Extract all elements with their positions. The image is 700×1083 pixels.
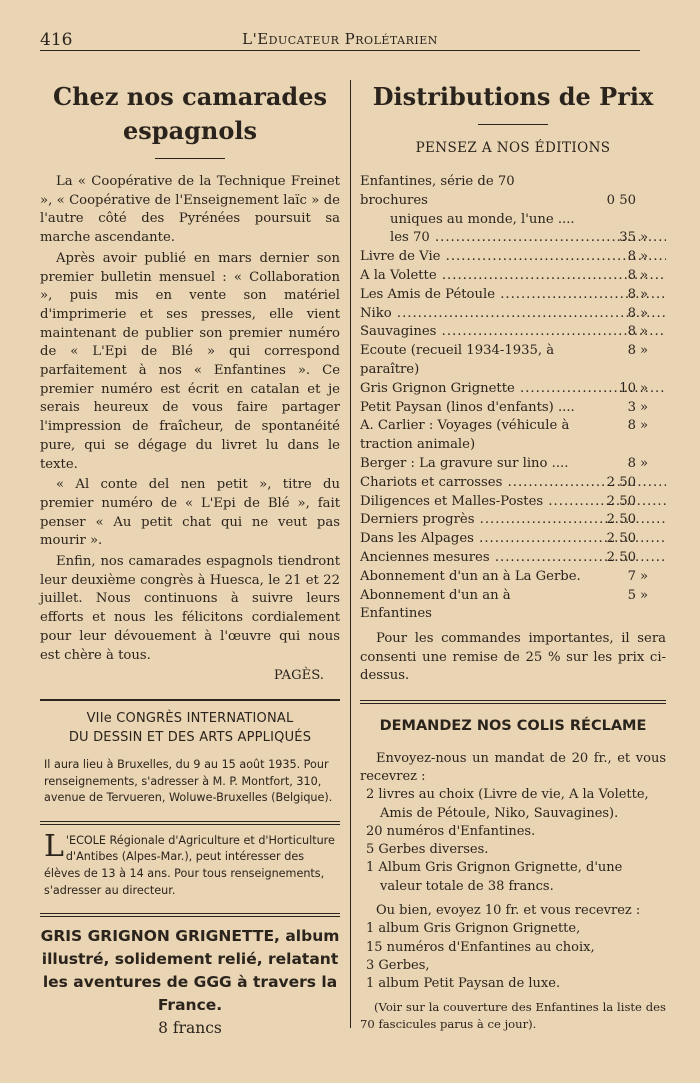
price-label: Diligences et Malles-Postes .....: [360, 493, 666, 512]
colis-item: 2 livres au choix (Livre de vie, A la Volette, Amis de Pétoule, Niko, Sauvagines).: [366, 787, 649, 821]
price-row: [360, 267, 666, 286]
price-francs: 10: [619, 380, 636, 396]
colis-item: 20 numéros d'Enfantines.: [366, 823, 536, 839]
price-row: [360, 511, 666, 530]
price-label: Gris Grignon Grignette .....: [360, 380, 666, 399]
congres-heading-line: VIIe CONGRÈS INTERNATIONAL: [86, 711, 294, 727]
price-row: [360, 399, 666, 418]
gris-text: GRIS GRIGNON GRIGNETTE, album illustré, solidement relié, relatant les aventures de GGG à travers la France.: [40, 927, 340, 1015]
price-francs: 35: [619, 230, 636, 246]
price-label: Enfantines, série de 70 brochures: [360, 174, 515, 208]
congres-body: Il aura lieu à Bruxelles, du 9 au 15 août 1935. Pour renseignements, s'adresser à M. P. Montfort, 310, avenue de Tervueren, Woluwe-Bruxelles (Belgique).: [44, 758, 333, 805]
gris-notice: [40, 913, 340, 1037]
price-label: Les Amis de Pétoule .....: [360, 286, 666, 305]
article-paragraph: La « Coopérative de la Technique Freinet », « Coopérative de l'Enseignement laïc » de l'autre côté des Pyrénées poursuit sa marche ascendante.: [40, 174, 340, 246]
price-label: Livre de Vie .....: [360, 248, 666, 267]
price-row: [360, 455, 666, 474]
ecole-text: [40, 828, 340, 899]
colis-intro-alt: Ou bien, evoyez 10 fr. et vous recevrez :: [376, 903, 641, 918]
price-label: A la Volette .....: [360, 267, 666, 286]
price-label: A. Carlier : Voyages (véhicule à traction animale): [360, 418, 570, 453]
price-centimes: »: [640, 587, 649, 603]
price-francs: 0 50: [606, 192, 636, 208]
colis-item: 1 album Petit Paysan de luxe.: [366, 976, 561, 992]
ecole-body: 'ECOLE Régionale d'Agriculture et d'Horticulture d'Antibes (Alpes-Mar.), peut intéresser des élèves de 13 à 14 ans. Pour tous renseignements, s'adresser au directeur.: [44, 833, 335, 897]
price-row: [360, 248, 666, 267]
price-centimes: »: [640, 343, 649, 359]
price-row: [360, 493, 666, 512]
price-label: Abonnement d'un an à La Gerbe.: [360, 568, 581, 584]
price-label: Sauvagines .....: [360, 323, 666, 342]
colis-item: 1 album Gris Grignon Grignette,: [366, 921, 581, 937]
price-label: Abonnement d'un an à Enfantines: [360, 587, 511, 622]
price-row: [360, 549, 666, 568]
colis-intro: Envoyez-nous un mandat de 20 fr., et vous recevrez :: [360, 750, 666, 784]
price-francs: 5: [627, 587, 636, 603]
price-row: [360, 380, 666, 399]
price-francs: 8: [627, 267, 636, 283]
article-title-prix: Distributions de Prix: [372, 82, 654, 111]
colis-heading: DEMANDEZ NOS COLIS RÉCLAME: [379, 717, 647, 734]
right-column: [360, 80, 666, 1032]
journal-title: L'Educateur Prolétarien: [242, 30, 438, 48]
page-header: [40, 24, 640, 52]
price-label: Petit Paysan (linos d'enfants) ....: [360, 399, 575, 415]
price-row: [360, 474, 666, 493]
price-francs: 3: [627, 399, 636, 415]
article-paragraph: Après avoir publié en mars dernier son premier bulletin mensuel : « Collaboration », puis mis en vente son matériel d'imprimerie et ses presses, elle vient maintenant de publier son premier numéro de « L'Epi de Blé » qui correspond parfaitement à nos « Enfantines ». Ce premier numéro est écrit en catalan et je serais heureux de vous faire partager l'impression de fraîcheur, de spontanéité pure, qui se dégage du livret lu dans le texte.: [40, 250, 340, 472]
price-row: [360, 568, 666, 587]
header-rule: [40, 50, 640, 51]
article-paragraph: « Al conte del nen petit », titre du premier numéro de « L'Epi de Blé », fait penser « Au petit chat qui ne veut pas mourir ».: [40, 477, 340, 549]
colis-item: 3 Gerbes,: [366, 957, 430, 973]
price-label: Anciennes mesures .....: [360, 549, 666, 568]
price-francs: 2 50: [606, 549, 636, 565]
colis-reclame: [360, 700, 666, 1033]
congres-heading: [40, 709, 340, 747]
price-list: [360, 173, 666, 624]
page-number: 416: [40, 30, 73, 50]
article-paragraph: Enfin, nos camarades espagnols tiendront leur deuxième congrès à Huesca, le 21 et 22 juillet. Nous continuons à suivre leurs efforts et nous les félicitons cordialement pour leur dévouement à l'œuvre qui nous est chère à tous.: [40, 554, 340, 663]
column-divider: [350, 80, 351, 1028]
colis-item: 5 Gerbes diverses.: [366, 842, 489, 858]
price-centimes: »: [640, 380, 649, 396]
price-row: [360, 305, 666, 324]
price-centimes: »: [640, 249, 649, 265]
price-centimes: »: [640, 305, 649, 321]
price-label-continuation: uniques au monde, l'une ....: [390, 211, 575, 227]
price-francs: 2 50: [606, 474, 636, 490]
price-label: Chariots et carrosses .....: [360, 474, 666, 493]
price-centimes: »: [640, 286, 649, 302]
congres-notice: [40, 699, 340, 807]
price-row: [360, 286, 666, 305]
price-francs: 2 50: [606, 493, 636, 509]
discount-note: Pour les commandes importantes, il sera consenti une remise de 25 % sur les prix ci-dessus.: [360, 631, 666, 684]
price-label: Derniers progrès .....: [360, 511, 666, 530]
colis-item: 1 Album Gris Grignon Grignette, d'une valeur totale de 38 francs.: [366, 860, 623, 894]
price-francs: 8: [627, 418, 636, 434]
price-centimes: »: [640, 399, 649, 415]
price-centimes: »: [640, 324, 649, 340]
price-row: [360, 417, 666, 455]
price-centimes: »: [640, 455, 649, 471]
price-row: [360, 587, 666, 625]
colis-item: 15 numéros d'Enfantines au choix,: [366, 939, 595, 955]
price-francs: 8: [627, 324, 636, 340]
price-row: [360, 342, 666, 380]
price-francs: 7: [627, 568, 636, 584]
title-rule: [155, 158, 225, 159]
price-row: [360, 173, 666, 229]
price-francs: 2 50: [606, 531, 636, 547]
price-label: Niko .....: [360, 305, 666, 324]
price-francs: 8: [627, 305, 636, 321]
title-rule: [478, 124, 548, 125]
article-signature: PAGÈS.: [273, 668, 324, 684]
article-title-espagnols: Chez nos camarades espagnols: [53, 82, 327, 145]
price-francs: 8: [627, 249, 636, 265]
price-label: Berger : La gravure sur lino ....: [360, 455, 569, 471]
price-francs: 2 50: [606, 512, 636, 528]
price-centimes: »: [640, 418, 649, 434]
price-row: [360, 229, 666, 248]
price-label-continuation: les 70 .....: [360, 229, 666, 248]
price-row: [360, 323, 666, 342]
price-centimes: »: [640, 568, 649, 584]
price-centimes: »: [640, 267, 649, 283]
price-francs: 8: [627, 455, 636, 471]
price-label: Ecoute (recueil 1934-1935, à paraître): [360, 343, 555, 377]
ecole-notice: [40, 821, 340, 899]
left-column: [40, 80, 340, 1037]
ecole-dropcap: L: [44, 828, 64, 864]
colis-footnote: (Voir sur la couverture des Enfantines la liste des 70 fascicules parus à ce jour).: [360, 1000, 666, 1031]
gris-price: 8 francs: [158, 1019, 222, 1038]
price-francs: 8: [627, 286, 636, 302]
price-francs: 8: [627, 343, 636, 359]
congres-heading-line: DU DESSIN ET DES ARTS APPLIQUÉS: [68, 730, 312, 746]
price-label: Dans les Alpages .....: [360, 530, 666, 549]
editions-subtitle: PENSEZ A NOS ÉDITIONS: [415, 140, 611, 156]
price-row: [360, 530, 666, 549]
price-centimes: »: [640, 230, 649, 246]
